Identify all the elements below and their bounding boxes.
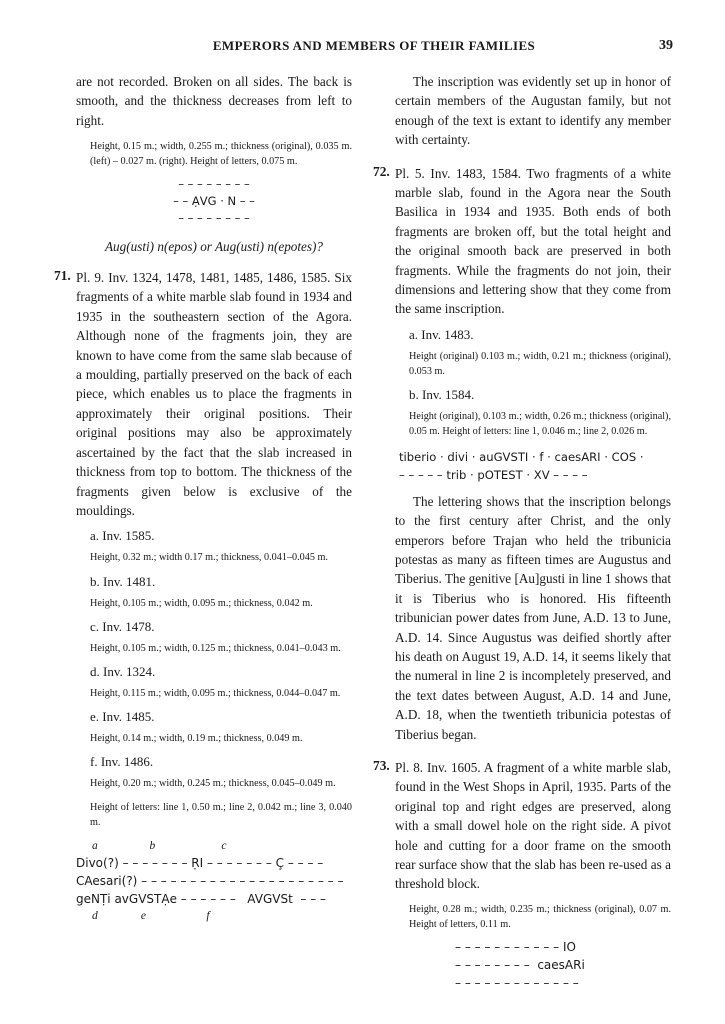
inscription-line: – – – – – – – – – – – IO [455,940,576,955]
inscription-line: Divo(?) – – – – – – – ṚI – – – – – – – Ç – – – – [76,855,324,870]
subentry-dims: Height (original), 0.103 m.; width, 0.26 m.; thickness (original), 0.05 m. Height of letters: line 1, 0.046 m.; line 2, 0.026 m. [409,411,671,438]
fragment-70-line: – – ẠVG · N – – [173,193,255,208]
inscription-line: – – – – – trib · pOTEST · XV – – – – [399,467,588,482]
inscription-line: CAesari(?) – – – – – – – – – – – – – – – – – – – – – [76,873,344,888]
paragraph-71-conclusion: The inscription was evidently set up in honor of certain members of the Augustan family, but not enough of the text is extant to identify any member with certainty. [395,74,671,148]
subentry-label: b. Inv. 1481. [90,573,156,589]
paragraph-72-discussion: The lettering shows that the inscription belongs to the first century after Christ, and the only emperors before Trajan who held the tribunicia potestas as many as fifteen times are Augustus and Tiberius. The genitive [Au]gusti in line 1 shows that it is Tiberius who is honored. His fifteenth tribunician power dates from June, A.D. 13 to June, A.D. 14. Since Augustus was deified shortly after his death on August 19, A.D. 14, it seems likely that the numeral in line 2 is incompletely preserved, and the text dates between August, A.D. 14 and June, A.D. 18, when the twentieth tribunicia potestas of Tiberius began. [395,493,671,742]
inscription-73 [395,938,671,992]
subentry [76,572,352,611]
fragment-letters-top: a b c [92,839,227,852]
subentry-label: c. Inv. 1478. [90,618,155,634]
fragment-70 [76,176,352,227]
inscription-line: geNṬi avGVSTẠe – – – – – – AVGVSt – – – [76,891,327,906]
reading-70: Aug(usti) n(epos) or Aug(usti) n(epotes)? [104,238,324,254]
fragment-70-line: – – – – – – – – [178,210,250,225]
subentry-label: a. Inv. 1483. [409,326,474,342]
subentry [76,662,352,701]
entry-number: 71. [54,268,71,284]
subentry-label: a. Inv. 1585. [90,528,155,544]
subentry [76,707,352,746]
inscription-line: – – – – – – – – caesARi [455,958,585,973]
subentry-dims: Height, 0.105 m.; width, 0.095 m.; thickness, 0.042 m. [90,597,313,609]
subentry-dims: Height, 0.20 m.; width, 0.245 m.; thickness, 0.045–0.049 m. [90,778,336,790]
entry-71 [54,268,352,520]
right-column [373,72,671,992]
left-column [54,72,352,924]
subentry-dims: Height, 0.14 m.; width, 0.19 m.; thickness, 0.049 m. [90,733,303,745]
inscription-line: – – – – – – – – – – – – – [455,976,579,991]
fragment-70-line: – – – – – – – – [178,176,250,191]
subentry-label: e. Inv. 1485. [90,709,155,725]
subentry [395,385,671,439]
subentry-label: d. Inv. 1324. [90,663,156,679]
dimensions-73: Height, 0.28 m.; width, 0.235 m.; thickness (original), 0.07 m. Height of letters, 0.11 m. [409,903,671,931]
entry-71-text: Pl. 9. Inv. 1324, 1478, 1481, 1485, 1486, 1585. Six fragments of a white marble slab found in 1934 and 1935 in the southeastern section of the Agora. Although none of the fragments join, they are known to have come from the same slab because of a moulding, partially preserved on the back of each piece, which enables us to place the fragments in approximately their original positions. Their original positions may also be approximately ascertained by the fact that the slab increased in thickness from top to bottom. The thickness of the fragments given below is exclusive of the mouldings. [76,270,352,518]
subentry-label: b. Inv. 1584. [409,387,475,403]
inscription-72 [395,448,671,484]
subentry [76,752,352,791]
subentry [76,617,352,656]
subentry-dims: Height, 0.32 m.; width 0.17 m.; thickness, 0.041–0.045 m. [90,552,328,564]
intro-paragraph: are not recorded. Broken on all sides. The back is smooth, and the thickness decreases from left to right. [76,74,352,128]
subentry-dims: Height, 0.105 m.; width, 0.125 m.; thickness, 0.041–0.043 m. [90,642,341,654]
fragment-letters-bottom: d e f [92,909,210,922]
subentry-label: f. Inv. 1486. [90,754,154,770]
entry-73-text: Pl. 8. Inv. 1605. A fragment of a white marble slab, found in the West Shops in April, 1935. Parts of the original top and right edges are preserved, along with a small dowel hole on the right side. A pivot hole and cutting for a door frame on the smooth rear surface show that the slab has been re-used as a threshold block. [395,759,671,892]
entry-72 [373,163,671,319]
subentry [76,526,352,565]
entry-72-text: Pl. 5. Inv. 1483, 1584. Two fragments of a white marble slab, found in the Agora near the South Basilica in 1934 and 1935. Both ends of both fragments are broken off, but the total height and the original smooth back are preserved in both fragments. While the fragments do not join, their dimensions and lettering show that they come from the same inscription. [395,165,671,317]
letter-heights-71: Height of letters: line 1, 0.50 m.; line 2, 0.042 m.; line 3, 0.040 m. [90,801,352,828]
subentry-dims: Height, 0.115 m.; width, 0.095 m.; thickness, 0.044–0.047 m. [90,687,341,699]
subentry-dims: Height (original) 0.103 m.; width, 0.21 m.; thickness (original), 0.053 m. [409,350,671,378]
entry-73 [373,757,671,894]
page-number: 39 [659,38,673,53]
inscription-line: tiberio · divi · auGVSTI · f · caesARI · COS · [399,449,644,464]
subentry [395,325,671,379]
running-header: EMPERORS AND MEMBERS OF THEIR FAMILIES [212,38,536,53]
entry-number: 72. [373,163,390,179]
dimensions-70: Height, 0.15 m.; width, 0.255 m.; thickness (original), 0.035 m. (left) – 0.027 m. (right). Height of letters, 0.075 m. [90,141,352,168]
inscription-71 [76,838,352,924]
entry-number: 73. [373,757,390,773]
